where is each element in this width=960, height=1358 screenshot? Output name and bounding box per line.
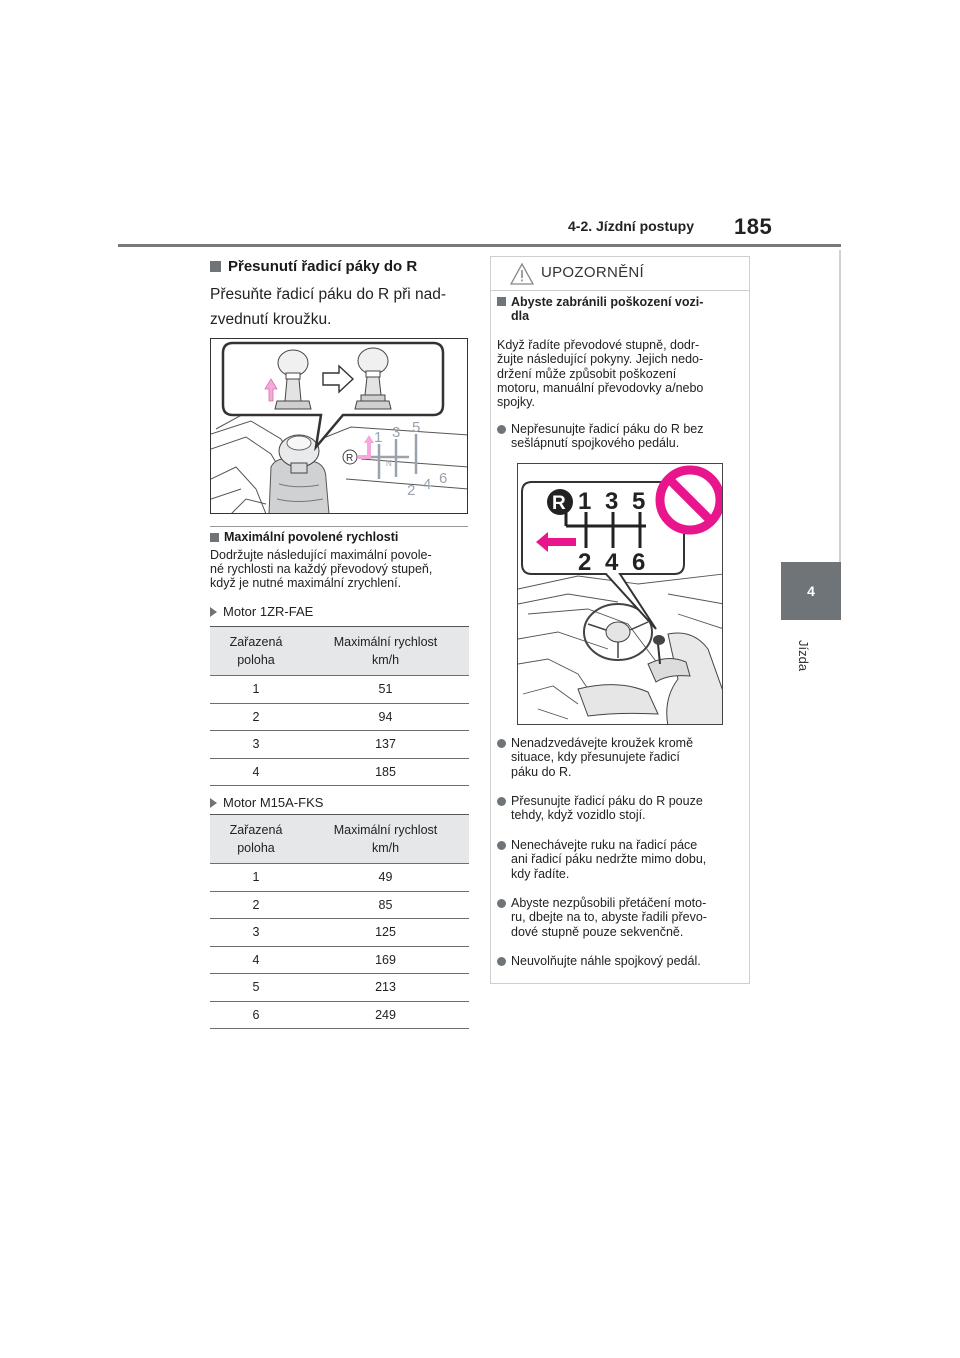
section-heading-text: Přesunutí řadicí páky do R bbox=[228, 258, 418, 275]
warning-bullet: Nenadzvedávejte kroužek kromě situace, kdy přesunujete řadicí páku do R. bbox=[497, 736, 743, 779]
engine-label-m15a bbox=[210, 795, 468, 810]
gate-label-r: R bbox=[346, 453, 354, 464]
round-bullet-icon bbox=[497, 425, 506, 434]
engine-label-text: Motor 1ZR-FAE bbox=[223, 604, 314, 619]
warning-heading: Abyste zabránili poškození vozi- dla bbox=[497, 295, 743, 324]
table-header-row bbox=[210, 627, 469, 676]
warning-intro: Když řadíte převodové stupně, dodr- žujte následující pokyny. Jejich nedo- držení může způsobit poškození motoru, manuální převodovky a/nebo spojky. bbox=[497, 338, 704, 410]
round-bullet-icon bbox=[497, 957, 506, 966]
round-bullet-icon bbox=[497, 841, 506, 850]
speed-heading bbox=[210, 530, 468, 544]
gate-label: 5 bbox=[632, 488, 646, 515]
engine-label-1zr bbox=[210, 604, 468, 619]
chapter-number: 4 bbox=[807, 583, 815, 599]
speed-table-1zr bbox=[210, 626, 469, 786]
para-line: Dodržujte následující maximální povole- bbox=[210, 548, 432, 562]
table-row: 4 185 bbox=[210, 758, 469, 786]
gate-label: 3 bbox=[392, 424, 401, 441]
table-row: 6 249 bbox=[210, 1001, 469, 1029]
shift-lever-drawing bbox=[211, 339, 468, 514]
subsection-rule bbox=[210, 526, 468, 527]
header-rule bbox=[118, 244, 841, 247]
shift-lever-illustration bbox=[210, 338, 468, 514]
table-row: 2 94 bbox=[210, 703, 469, 731]
square-bullet-icon bbox=[210, 261, 221, 272]
gear-column-header: Zařazená poloha bbox=[210, 627, 302, 676]
warning-bullet: Abyste nezpůsobili přetáčení moto- ru, dbejte na to, abyste řadili převo- dové stupně pouze sekvenčně. bbox=[497, 896, 743, 939]
table-row: 2 85 bbox=[210, 891, 469, 919]
chapter-tab[interactable] bbox=[781, 562, 841, 620]
round-bullet-icon bbox=[497, 899, 506, 908]
table-row: 5 213 bbox=[210, 974, 469, 1002]
lead-line: zvednutí kroužku. bbox=[210, 311, 332, 328]
para-line: když je nutné maximální zrychlení. bbox=[210, 576, 402, 590]
engine-label-text: Motor M15A-FKS bbox=[223, 795, 324, 810]
warning-bullet: Nepřesunujte řadicí páku do R bez sešlápnutí spojkového pedálu. bbox=[497, 422, 743, 451]
speed-column-header: Maximální rychlost km/h bbox=[302, 627, 469, 676]
page-number: 185 bbox=[734, 214, 773, 239]
gear-column-header: Zařazená poloha bbox=[210, 815, 302, 864]
section-heading bbox=[210, 258, 468, 275]
table-row: 3 125 bbox=[210, 919, 469, 947]
table-row: 3 137 bbox=[210, 731, 469, 759]
round-bullet-icon bbox=[497, 739, 506, 748]
table-header-row bbox=[210, 815, 469, 864]
gate-label: 4 bbox=[605, 549, 619, 576]
warning-triangle-icon bbox=[510, 263, 534, 285]
section-title: 4-2. Jízdní postupy bbox=[568, 218, 695, 234]
shift-prohibition-illustration bbox=[517, 463, 723, 725]
gate-label: 2 bbox=[407, 482, 416, 499]
chapter-label: Jízda bbox=[796, 640, 811, 672]
lead-line: Přesuňte řadicí páku do R při nad- bbox=[210, 286, 447, 303]
speed-paragraph bbox=[210, 548, 468, 590]
warning-bullet: Neuvolňujte náhle spojkový pedál. bbox=[497, 954, 743, 968]
gate-label: 5 bbox=[412, 419, 421, 436]
gate-label: 4 bbox=[423, 476, 432, 493]
gate-label-r: R bbox=[552, 493, 566, 514]
table-row: 4 169 bbox=[210, 946, 469, 974]
lead-paragraph bbox=[210, 282, 468, 332]
warning-bullet: Nenechávejte ruku na řadicí páce ani řadicí páku nedržte mimo dobu, kdy řadíte. bbox=[497, 838, 743, 881]
gate-label: 1 bbox=[374, 429, 383, 446]
table-row: 1 49 bbox=[210, 864, 469, 892]
gate-label: 3 bbox=[605, 488, 619, 515]
round-bullet-icon bbox=[497, 797, 506, 806]
warning-title: UPOZORNĚNÍ bbox=[541, 264, 645, 281]
gate-label-n: N bbox=[386, 459, 392, 468]
warning-bullet: Přesunujte řadicí páku do R pouze tehdy, když vozidlo stojí. bbox=[497, 794, 743, 823]
gate-label: 6 bbox=[632, 549, 646, 576]
gate-label: 2 bbox=[578, 549, 592, 576]
side-rule bbox=[839, 250, 841, 562]
gate-label: 1 bbox=[578, 488, 592, 515]
speed-heading-text: Maximální povolené rychlosti bbox=[224, 530, 399, 544]
gate-label: 6 bbox=[439, 470, 448, 487]
table-row: 1 51 bbox=[210, 676, 469, 704]
square-bullet-icon bbox=[497, 297, 506, 306]
speed-table-m15a bbox=[210, 814, 469, 1029]
speed-column-header: Maximální rychlost km/h bbox=[302, 815, 469, 864]
square-bullet-icon bbox=[210, 533, 219, 542]
triangle-bullet-icon bbox=[210, 798, 217, 808]
warning-header bbox=[491, 257, 749, 291]
para-line: né rychlosti na každý převodový stupeň, bbox=[210, 562, 433, 576]
triangle-bullet-icon bbox=[210, 607, 217, 617]
shift-prohibition-drawing bbox=[518, 464, 723, 725]
